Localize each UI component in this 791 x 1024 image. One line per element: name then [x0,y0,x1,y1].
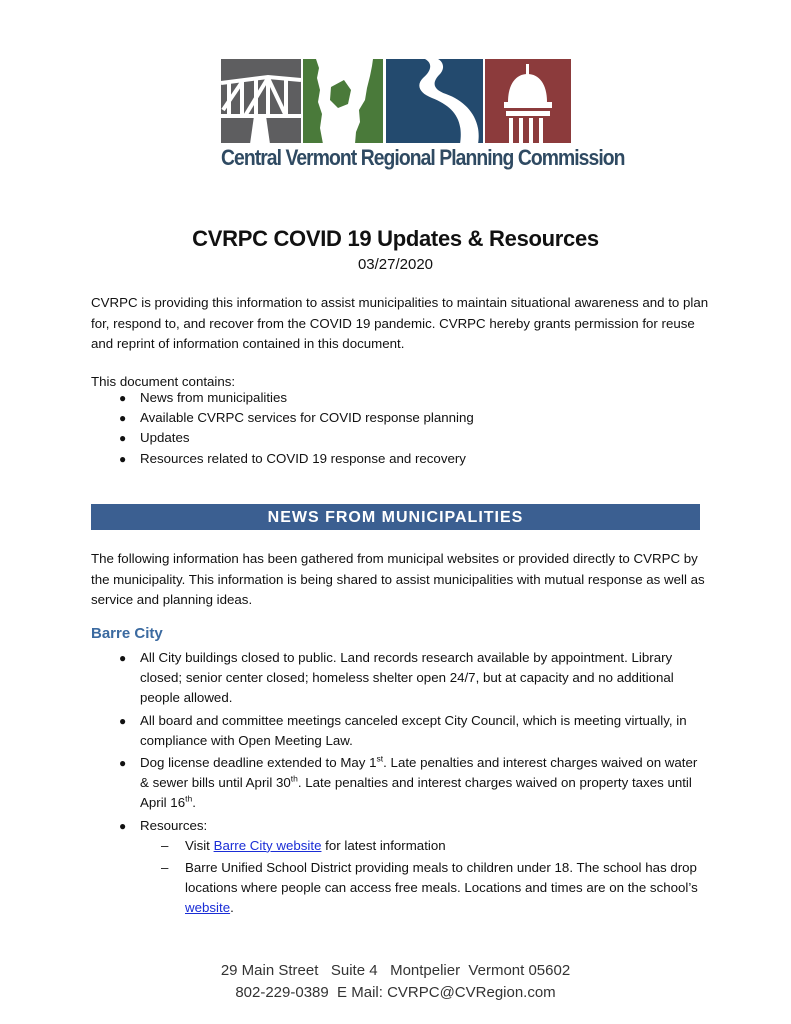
page-footer [0,960,791,1004]
page-title: CVRPC COVID 19 Updates & Resources [192,226,599,251]
news-intro-paragraph: The following information has been gathered from municipal websites or provided directly to CVRPC by the municipality. This information is being shared to assist municipalities with mutual response as well as service and planning ideas. [91,551,705,607]
barre-city-website-link[interactable]: Barre City website [213,837,322,853]
list-item: ● All board and committee meetings canceled except City Council, which is meeting virtually, in compliance with Open Meeting Law. [119,712,687,748]
bullet-icon: ● [119,451,127,466]
section-heading-news: NEWS FROM MUNICIPALITIES [91,504,700,530]
municipality-heading: Barre City [91,625,163,642]
list-item: ● Updates [91,428,474,448]
logo-graphic-icon [220,58,572,144]
resources-sublist [140,836,701,919]
list-item: ● All City buildings closed to public. Land records research available by appointment. Library closed; senior center closed; homeless shelter open 24/7, but at capacity and no additional people allowed. [119,650,674,706]
list-item: ● Resources related to COVID 19 response and recovery [91,449,474,469]
dash-icon: – [161,837,169,853]
logo-caption: Central Vermont Regional Planning Commission [221,145,625,170]
footer-address: 29 Main Street Suite 4 Montpelier Vermont 05602 [220,962,571,979]
contains-label: This document contains: [91,374,236,389]
list-item: ● News from municipalities [91,388,474,408]
bullet-icon: ● [119,411,127,426]
bullet-icon: ● [119,713,127,728]
bullet-icon: ● [119,651,127,665]
cvrpc-logo [220,58,572,144]
intro-paragraph: CVRPC is providing this information to assist municipalities to maintain situational awareness and to plan for, respond to, and recover from the COVID 19 pandemic. CVRPC hereby grants permission for reuse and reprint of information contained in this document. [91,295,709,351]
list-item: ● Dog license deadline extended to May 1st. Late penalties and interest charges waived on water & sewer bills until April 30th. Late penalties and interest charges waived on property taxes until April 16th. [119,753,698,811]
sublist-item: – Barre Unified School District providing meals to children under 18. The school has drop locations where people can access free meals. Locations and times are on the school’s website. [161,860,698,916]
sublist-item: – Visit Barre City website for latest information [140,836,701,856]
list-item: ● Available CVRPC services for COVID response planning [91,408,474,428]
footer-contact: 802-229-0389 E Mail: CVRPC@CVRegion.com [235,984,556,1001]
dash-icon: – [161,860,169,876]
bullet-icon: ● [119,431,127,446]
list-item: ● Resources: – Visit Barre City website for latest information – Barre Unified School District providing meals to children under 18. The school has drop locations where people can access free meals. Locations and times are on the school’s website. [91,816,711,919]
document-date: 03/27/2020 [357,256,434,273]
contents-list [91,388,474,469]
school-website-link[interactable]: website [185,900,231,916]
barre-city-news-list [91,648,711,921]
bullet-icon: ● [119,391,127,405]
bullet-icon: ● [119,756,127,771]
bullet-icon: ● [119,818,127,833]
